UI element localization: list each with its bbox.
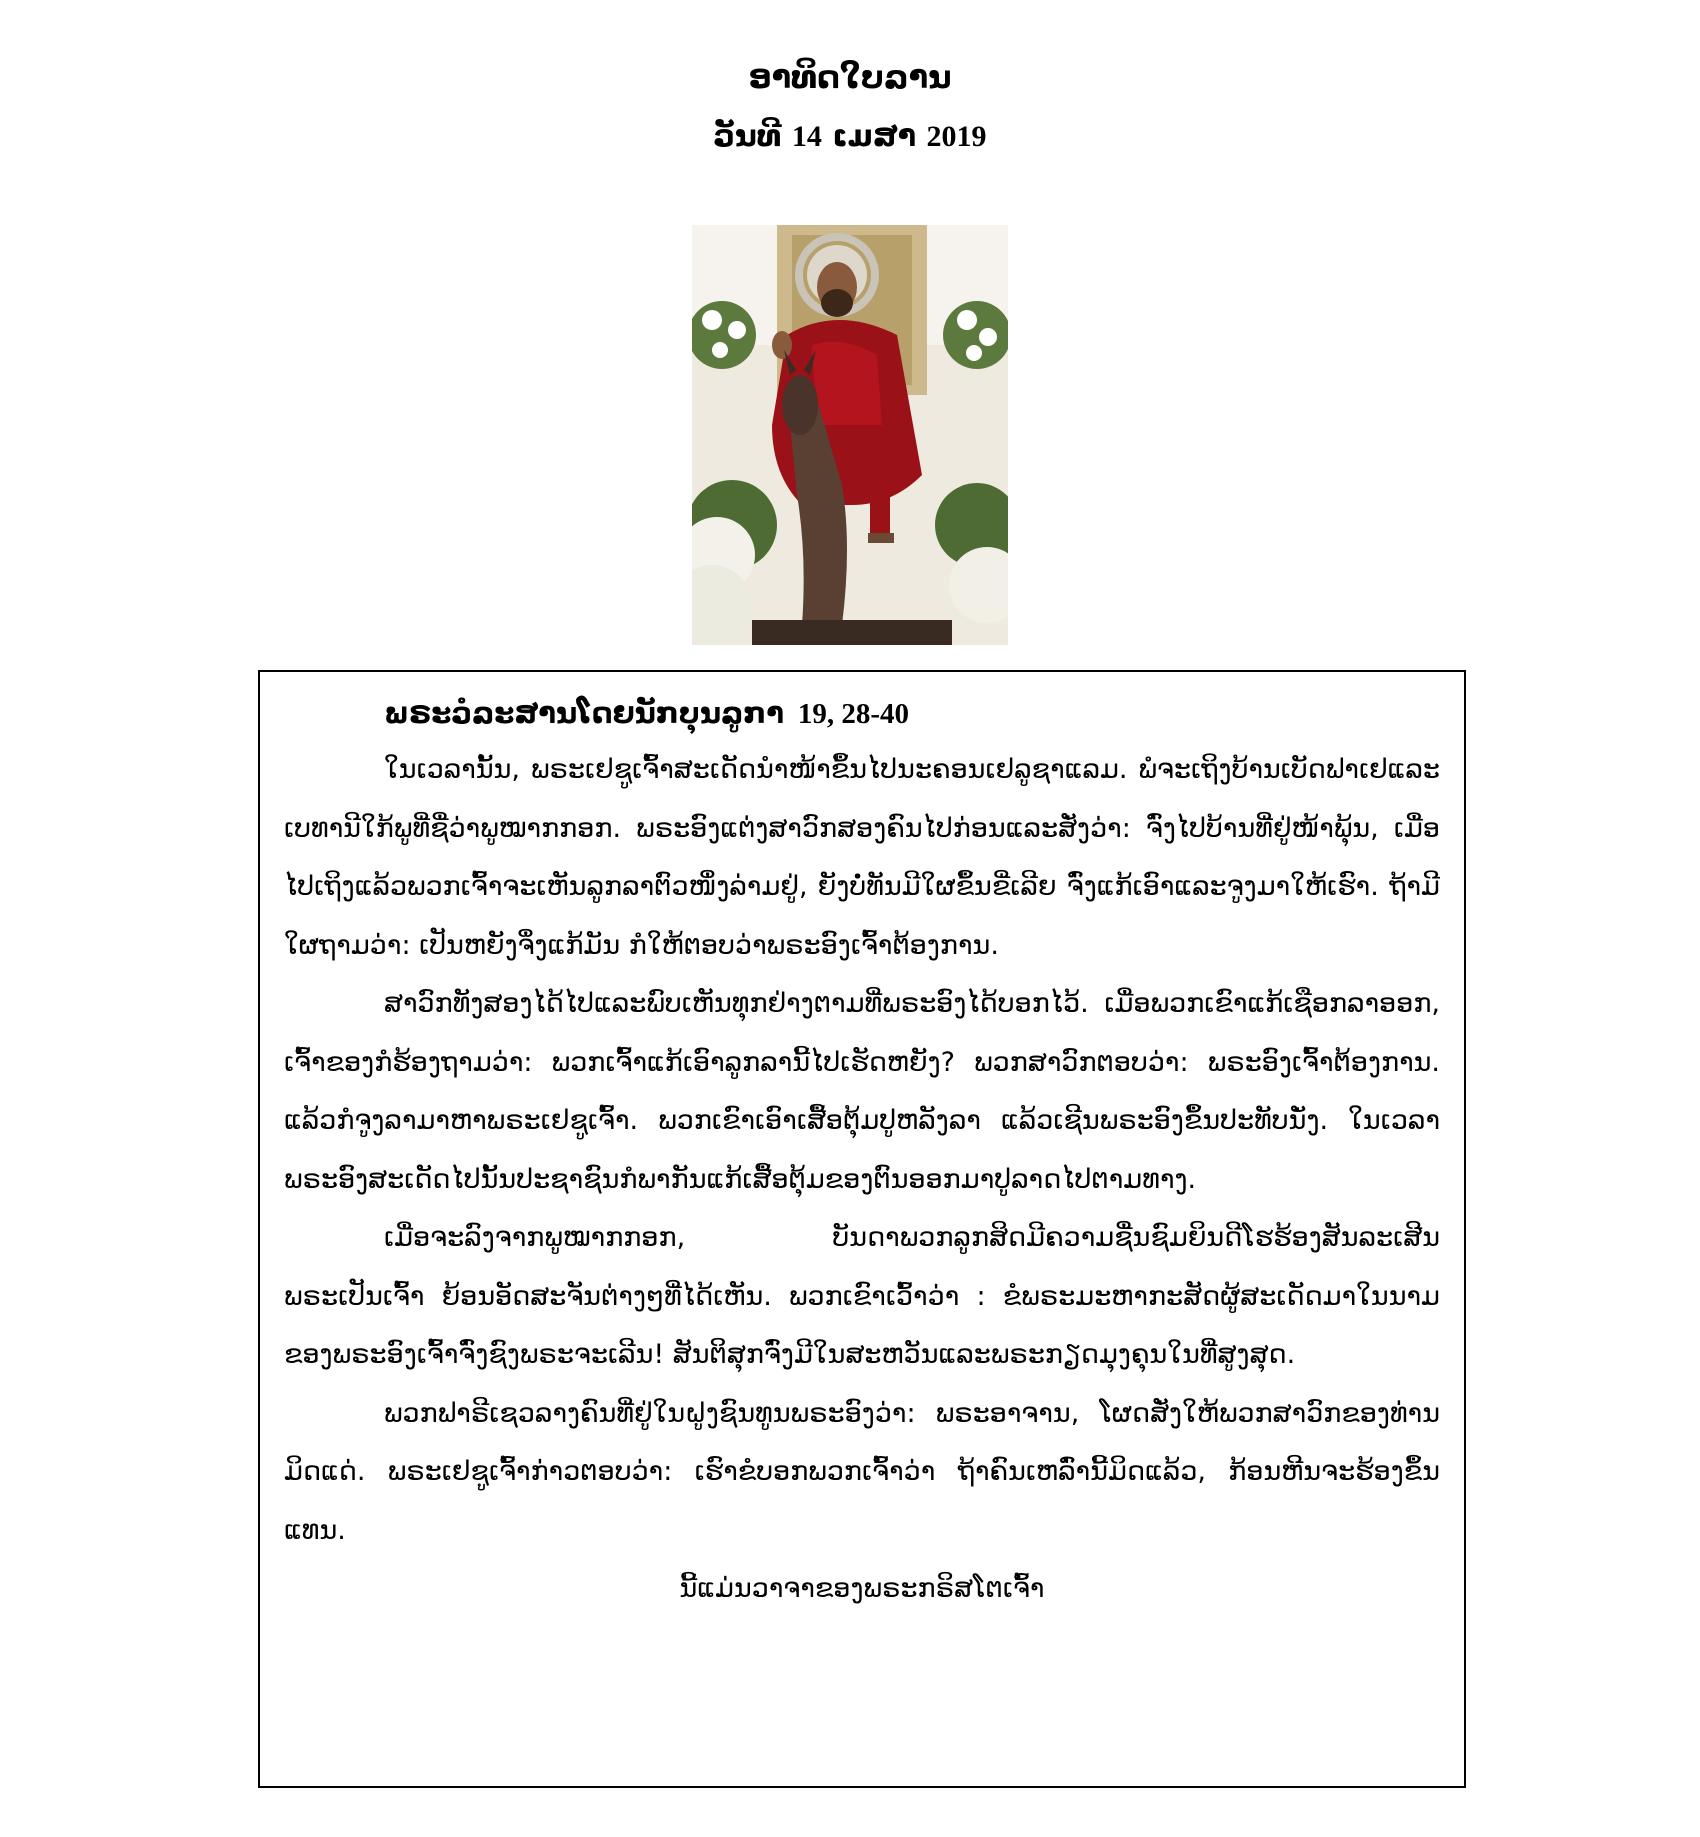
statue-illustration [692, 225, 1008, 645]
reading-paragraph: ສາວົກທັງສອງໄດ້ໄປແລະພົບເຫັນທຸກຢ່າງຕາມທີ່ພຣະອົງໄດ້ບອກໄວ້. ເມື່ອພວກເຂົາແກ້ເຊືອກລາອອກ, ເຈົ້າຂອງກໍຮ້ອງຖາມວ່າ: ພວກເຈົ້າແກ້ເອົາລູກລານີ້ໄປເຮັດຫຍັງ? ພວກສາວົກຕອບວ່າ: ພຣະອົງເຈົ້າຕ້ອງການ. ແລ້ວກໍຈູງລາມາຫາພຣະເຢຊູເຈົ້າ. ພວກເຂົາເອົາເສື້ອຕຸ້ມປູຫລັງລາ ແລ້ວເຊີນພຣະອົງຂຶ້ນປະທັບນັ່ງ. ໃນເວລາພຣະອົງສະເດັດໄປນັ້ນປະຊາຊົນກໍພາກັນແກ້ເສື້ອຕຸ້ມຂອງຕົນອອກມາປູລາດໄປຕາມທາງ. [284, 988, 1440, 1195]
reading-heading-title: ພຣະວໍລະສານໂດຍນັກບຸນລູກາ [384, 696, 784, 730]
page-title: ອາທິດໃບລານ [748, 58, 952, 96]
date-day: 14 [791, 120, 822, 153]
palm-sunday-photo [692, 225, 1008, 645]
reading-reference: 19, 28-40 [797, 698, 910, 730]
gospel-reading-box [258, 670, 1466, 1788]
date-month: ເມສາ [832, 119, 916, 154]
date-prefix: ວັນທີ [713, 119, 782, 154]
page-date [0, 115, 1700, 159]
reading-paragraph: ໃນເວລານັ້ນ, ພຣະເຢຊູເຈົ້າສະເດັດນຳໜ້າຂຶ້ນໄປນະຄອນເຢລູຊາແລມ. ພໍຈະເຖິງບ້ານເບັດຟາເຢແລະເບທານີໃກ້ພູທີ່ຊື່ວ່າພູໝາກກອກ. ພຣະອົງແຕ່ງສາວົກສອງຄົນໄປກ່ອນແລະສັ່ງວ່າ: ຈົ່ງໄປບ້ານທີ່ຢູ່ໜ້າພຸ້ນ, ເມື່ອໄປເຖິງແລ້ວພວກເຈົ້າຈະເຫັນລູກລາຕົວໜຶ່ງລ່າມຢູ່, ຍັງບໍ່ທັນມີໃຜຂຶ້ນຂີ່ເລີຍ ຈົ່ງແກ້ເອົາແລະຈູງມາໃຫ້ເຮົາ. ຖ້າມີໃຜຖາມວ່າ: ເປັນຫຍັງຈຶ່ງແກ້ມັນ ກໍໃຫ້ຕອບວ່າພຣະອົງເຈົ້າຕ້ອງການ. [284, 754, 1440, 961]
date-year: 2019 [926, 120, 987, 153]
reading-closing: ນີ້ແມ່ນວາຈາຂອງພຣະກຣິສໂຕເຈົ້າ [679, 1573, 1045, 1604]
reading-paragraph: ເມື່ອຈະລົງຈາກພູໝາກກອກ, ບັນດາພວກລູກສິດມີຄວາມຊື່ນຊົມຍິນດີໂຮຮ້ອງສັນລະເສີນພຣະເປັນເຈົ້າ ຍ້ອນອັດສະຈັນຕ່າງໆທີ່ໄດ້ເຫັນ. ພວກເຂົາເວົ້າວ່າ : ຂໍພຣະມະຫາກະສັດຜູ້ສະເດັດມາໃນນາມຂອງພຣະອົງເຈົ້າຈົ່ງຊົງພຣະຈະເລີນ! ສັນຕິສຸກຈົ່ງມີໃນສະຫວັນແລະພຣະກຽດມຸງຄຸນໃນທີ່ສູງສຸດ. [284, 1222, 1440, 1370]
reading-heading [284, 690, 1440, 737]
reading-paragraph: ພວກຟາຣີເຊວລາງຄົນທີ່ຢູ່ໃນຝູງຊົນທູນພຣະອົງວ່າ: ພຣະອາຈານ, ໂຜດສັ່ງໃຫ້ພວກສາວົກຂອງທ່ານມິດແດ່. ພຣະເຢຊູເຈົ້າກ່າວຕອບວ່າ: ເຮົາຂໍບອກພວກເຈົ້າວ່າ ຖ້າຄົນເຫລົ່ານີ້ມິດແລ້ວ, ກ້ອນຫີນຈະຮ້ອງຂຶ້ນແທນ. [284, 1397, 1440, 1546]
